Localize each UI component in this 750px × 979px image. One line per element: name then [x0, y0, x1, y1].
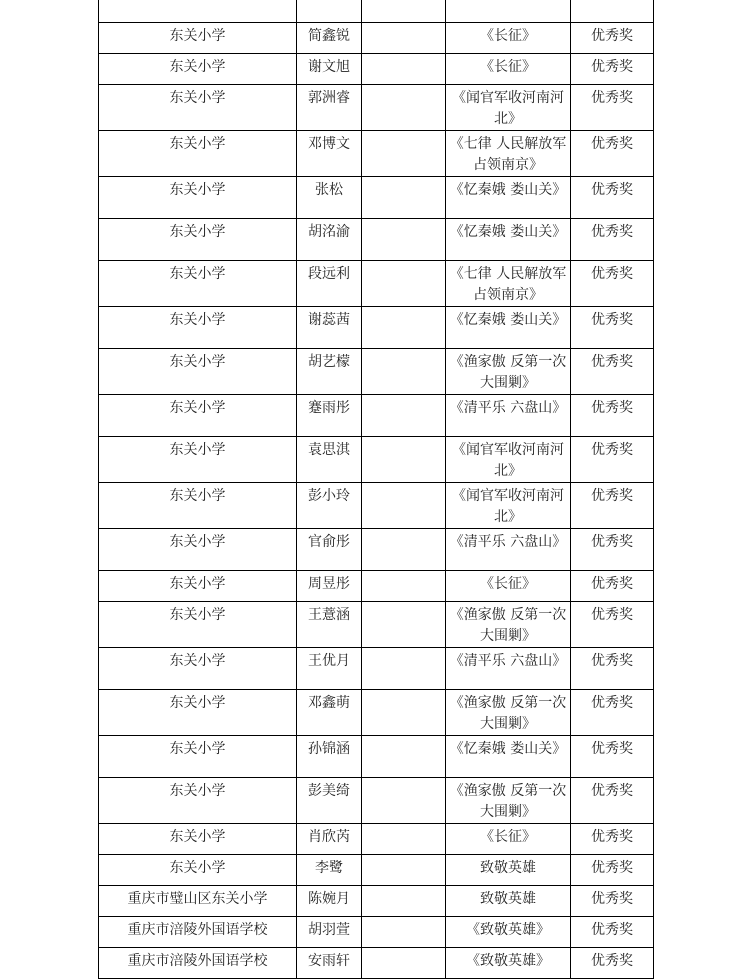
award-cell: 优秀奖 [571, 131, 654, 177]
student-name-cell: 胡羽萱 [297, 917, 362, 948]
school-cell: 东关小学 [99, 131, 297, 177]
student-name-cell: 袁思淇 [297, 437, 362, 483]
blank-cell [362, 0, 446, 23]
table-row [99, 824, 654, 855]
award-cell: 优秀奖 [571, 648, 654, 690]
blank-cell [362, 395, 446, 437]
school-cell: 东关小学 [99, 349, 297, 395]
student-name-cell: 王优月 [297, 648, 362, 690]
student-name-cell: 彭小玲 [297, 483, 362, 529]
blank-cell [362, 483, 446, 529]
blank-cell [362, 917, 446, 948]
student-name-cell: 蹇雨彤 [297, 395, 362, 437]
school-cell: 东关小学 [99, 529, 297, 571]
blank-cell [362, 571, 446, 602]
blank-cell [362, 131, 446, 177]
award-cell: 优秀奖 [571, 177, 654, 219]
school-cell [99, 0, 297, 23]
blank-cell [362, 529, 446, 571]
student-name-cell: 官俞彤 [297, 529, 362, 571]
work-title-cell [446, 0, 571, 23]
blank-cell [362, 948, 446, 979]
school-cell: 东关小学 [99, 778, 297, 824]
work-title-cell: 《清平乐 六盘山》 [446, 529, 571, 571]
blank-cell [362, 85, 446, 131]
student-name-cell: 安雨轩 [297, 948, 362, 979]
student-name-cell: 胡艺檬 [297, 349, 362, 395]
school-cell: 东关小学 [99, 824, 297, 855]
work-title-cell: 《清平乐 六盘山》 [446, 648, 571, 690]
student-name-cell: 陈婉月 [297, 886, 362, 917]
work-title-cell: 《长征》 [446, 54, 571, 85]
award-cell: 优秀奖 [571, 349, 654, 395]
school-cell: 东关小学 [99, 395, 297, 437]
award-cell: 优秀奖 [571, 824, 654, 855]
work-title-cell: 致敬英雄 [446, 886, 571, 917]
award-cell [571, 0, 654, 23]
work-title-cell: 《长征》 [446, 824, 571, 855]
blank-cell [362, 824, 446, 855]
award-cell: 优秀奖 [571, 855, 654, 886]
blank-cell [362, 23, 446, 54]
blank-cell [362, 648, 446, 690]
work-title-cell: 《闻官军收河南河北》 [446, 483, 571, 529]
table-row [99, 23, 654, 54]
blank-cell [362, 437, 446, 483]
award-cell: 优秀奖 [571, 886, 654, 917]
award-cell: 优秀奖 [571, 85, 654, 131]
table-row [99, 261, 654, 307]
school-cell: 重庆市涪陵外国语学校 [99, 917, 297, 948]
table-row [99, 778, 654, 824]
school-cell: 东关小学 [99, 648, 297, 690]
work-title-cell: 《长征》 [446, 23, 571, 54]
student-name-cell: 李鹭 [297, 855, 362, 886]
school-cell: 东关小学 [99, 23, 297, 54]
table-row [99, 131, 654, 177]
award-cell: 优秀奖 [571, 602, 654, 648]
award-cell: 优秀奖 [571, 736, 654, 778]
school-cell: 东关小学 [99, 307, 297, 349]
school-cell: 东关小学 [99, 736, 297, 778]
student-name-cell: 邓博文 [297, 131, 362, 177]
awards-table [98, 0, 654, 979]
school-cell: 重庆市璧山区东关小学 [99, 886, 297, 917]
award-cell: 优秀奖 [571, 529, 654, 571]
award-cell: 优秀奖 [571, 778, 654, 824]
student-name-cell: 郭洲睿 [297, 85, 362, 131]
work-title-cell: 《致敬英雄》 [446, 948, 571, 979]
table-row [99, 529, 654, 571]
student-name-cell [297, 0, 362, 23]
work-title-cell: 《渔家傲 反第一次大围剿》 [446, 690, 571, 736]
student-name-cell: 王薏涵 [297, 602, 362, 648]
award-cell: 优秀奖 [571, 571, 654, 602]
work-title-cell: 《七律 人民解放军占领南京》 [446, 131, 571, 177]
student-name-cell: 孙锦涵 [297, 736, 362, 778]
table-row [99, 349, 654, 395]
school-cell: 东关小学 [99, 54, 297, 85]
table-row [99, 85, 654, 131]
student-name-cell: 胡洺渝 [297, 219, 362, 261]
table-row [99, 886, 654, 917]
blank-cell [362, 177, 446, 219]
school-cell: 东关小学 [99, 855, 297, 886]
award-cell: 优秀奖 [571, 307, 654, 349]
table-row [99, 855, 654, 886]
award-cell: 优秀奖 [571, 23, 654, 54]
school-cell: 东关小学 [99, 177, 297, 219]
table-row [99, 395, 654, 437]
work-title-cell: 《闻官军收河南河北》 [446, 85, 571, 131]
blank-cell [362, 602, 446, 648]
student-name-cell: 彭美绮 [297, 778, 362, 824]
award-cell: 优秀奖 [571, 948, 654, 979]
work-title-cell: 《渔家傲 反第一次大围剿》 [446, 602, 571, 648]
table-row [99, 917, 654, 948]
work-title-cell: 《忆秦娥 娄山关》 [446, 307, 571, 349]
blank-cell [362, 778, 446, 824]
blank-cell [362, 690, 446, 736]
award-cell: 优秀奖 [571, 483, 654, 529]
table-row [99, 219, 654, 261]
award-cell: 优秀奖 [571, 437, 654, 483]
award-cell: 优秀奖 [571, 917, 654, 948]
table-row [99, 736, 654, 778]
awards-table-body [99, 0, 654, 979]
table-row [99, 177, 654, 219]
award-cell: 优秀奖 [571, 261, 654, 307]
work-title-cell: 《忆秦娥 娄山关》 [446, 177, 571, 219]
school-cell: 东关小学 [99, 85, 297, 131]
work-title-cell: 《忆秦娥 娄山关》 [446, 736, 571, 778]
student-name-cell: 周昱彤 [297, 571, 362, 602]
student-name-cell: 邓鑫萌 [297, 690, 362, 736]
blank-cell [362, 307, 446, 349]
blank-cell [362, 261, 446, 307]
award-cell: 优秀奖 [571, 219, 654, 261]
work-title-cell: 《长征》 [446, 571, 571, 602]
school-cell: 东关小学 [99, 437, 297, 483]
blank-cell [362, 349, 446, 395]
award-cell: 优秀奖 [571, 690, 654, 736]
blank-cell [362, 54, 446, 85]
award-cell: 优秀奖 [571, 54, 654, 85]
work-title-cell: 《渔家傲 反第一次大围剿》 [446, 778, 571, 824]
work-title-cell: 《渔家傲 反第一次大围剿》 [446, 349, 571, 395]
work-title-cell: 《清平乐 六盘山》 [446, 395, 571, 437]
table-row [99, 690, 654, 736]
school-cell: 东关小学 [99, 690, 297, 736]
table-row [99, 571, 654, 602]
blank-cell [362, 219, 446, 261]
table-row [99, 483, 654, 529]
table-row [99, 0, 654, 23]
work-title-cell: 《闻官军收河南河北》 [446, 437, 571, 483]
table-row [99, 307, 654, 349]
table-row [99, 437, 654, 483]
student-name-cell: 简鑫锐 [297, 23, 362, 54]
work-title-cell: 致敬英雄 [446, 855, 571, 886]
table-row [99, 54, 654, 85]
school-cell: 东关小学 [99, 219, 297, 261]
blank-cell [362, 886, 446, 917]
school-cell: 东关小学 [99, 483, 297, 529]
table-row [99, 648, 654, 690]
student-name-cell: 段远利 [297, 261, 362, 307]
work-title-cell: 《七律 人民解放军占领南京》 [446, 261, 571, 307]
student-name-cell: 谢蕊茜 [297, 307, 362, 349]
blank-cell [362, 736, 446, 778]
award-cell: 优秀奖 [571, 395, 654, 437]
table-row [99, 602, 654, 648]
school-cell: 东关小学 [99, 261, 297, 307]
student-name-cell: 肖欣芮 [297, 824, 362, 855]
school-cell: 重庆市涪陵外国语学校 [99, 948, 297, 979]
school-cell: 东关小学 [99, 571, 297, 602]
student-name-cell: 谢文旭 [297, 54, 362, 85]
table-row [99, 948, 654, 979]
blank-cell [362, 855, 446, 886]
work-title-cell: 《忆秦娥 娄山关》 [446, 219, 571, 261]
work-title-cell: 《致敬英雄》 [446, 917, 571, 948]
student-name-cell: 张松 [297, 177, 362, 219]
school-cell: 东关小学 [99, 602, 297, 648]
